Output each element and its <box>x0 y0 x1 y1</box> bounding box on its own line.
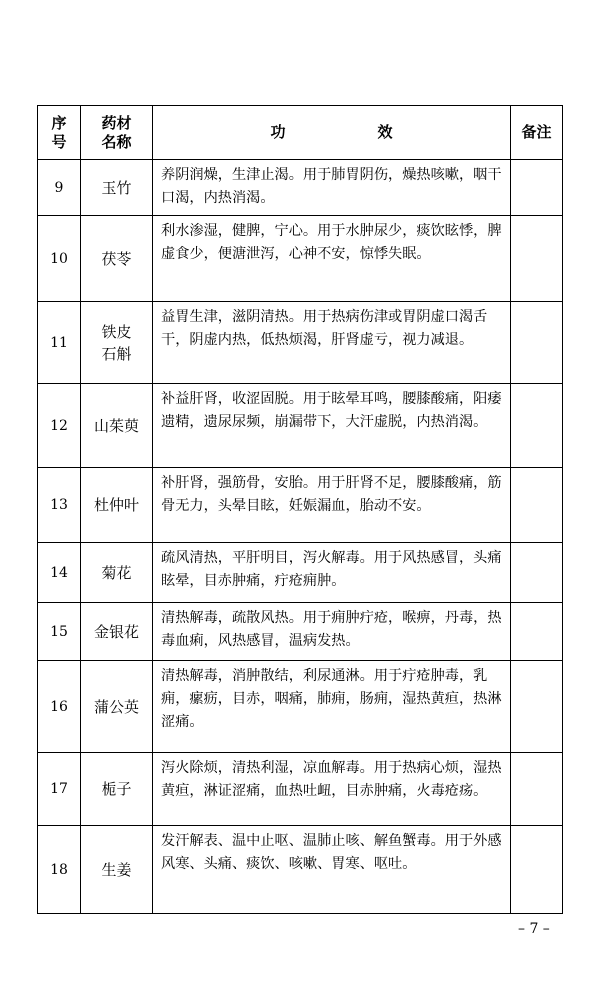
row-function: 利水渗湿，健脾，宁心。用于水肿尿少，痰饮眩悸，脾虚食少，便溏泄泻，心神不安，惊悸失眠。 <box>153 216 511 302</box>
row-note <box>511 468 563 543</box>
header-note: 备注 <box>511 106 563 160</box>
table-row <box>38 753 563 826</box>
row-note <box>511 661 563 753</box>
table-row <box>38 160 563 216</box>
row-function: 养阴润燥，生津止渴。用于肺胃阴伤，燥热咳嗽，咽干口渴，内热消渴。 <box>153 160 511 216</box>
row-herb-name: 生姜 <box>81 826 153 914</box>
row-note <box>511 302 563 384</box>
row-herb-name: 铁皮石斛 <box>81 302 153 384</box>
header-number <box>38 106 81 160</box>
row-function: 补肝肾，强筋骨，安胎。用于肝肾不足，腰膝酸痛，筋骨无力，头晕目眩，妊娠漏血，胎动不安。 <box>153 468 511 543</box>
row-number: 14 <box>38 543 81 603</box>
row-function: 清热解毒，疏散风热。用于痈肿疔疮，喉痹，丹毒，热毒血痢，风热感冒，温病发热。 <box>153 603 511 661</box>
table-row <box>38 543 563 603</box>
row-herb-name: 金银花 <box>81 603 153 661</box>
row-number: 12 <box>38 384 81 468</box>
header-name-line-1: 药材 <box>101 113 132 132</box>
row-herb-name: 玉竹 <box>81 160 153 216</box>
row-herb-name: 杜仲叶 <box>81 468 153 543</box>
table-row <box>38 468 563 543</box>
row-note <box>511 384 563 468</box>
table-header-row <box>38 106 563 160</box>
table-row <box>38 603 563 661</box>
row-function: 泻火除烦，清热利湿，凉血解毒。用于热病心烦，湿热黄疸，淋证涩痛，血热吐衄，目赤肿痛，火毒疮疡。 <box>153 753 511 826</box>
row-note <box>511 603 563 661</box>
row-number: 17 <box>38 753 81 826</box>
row-herb-name: 菊花 <box>81 543 153 603</box>
row-number: 10 <box>38 216 81 302</box>
row-note <box>511 826 563 914</box>
header-name-line-2: 名称 <box>101 132 132 151</box>
row-herb-name: 茯苓 <box>81 216 153 302</box>
row-function: 疏风清热，平肝明目，泻火解毒。用于风热感冒，头痛眩晕，目赤肿痛，疔疮痈肿。 <box>153 543 511 603</box>
header-function-char-2: 效 <box>377 123 393 141</box>
row-function: 补益肝肾，收涩固脱。用于眩晕耳鸣，腰膝酸痛，阳痿遗精，遗尿尿频，崩漏带下，大汗虚脱，内热消渴。 <box>153 384 511 468</box>
row-note <box>511 753 563 826</box>
row-function: 益胃生津，滋阴清热。用于热病伤津或胃阴虚口渴舌干，阴虚内热，低热烦渴，肝肾虚亏，视力减退。 <box>153 302 511 384</box>
table-row <box>38 384 563 468</box>
row-number: 18 <box>38 826 81 914</box>
row-number: 9 <box>38 160 81 216</box>
table-row <box>38 661 563 753</box>
herb-function-table <box>37 105 563 914</box>
header-number-line-2: 号 <box>51 132 67 151</box>
row-function: 发汗解表、温中止呕、温肺止咳、解鱼蟹毒。用于外感风寒、头痛、痰饮、咳嗽、胃寒、呕吐。 <box>153 826 511 914</box>
row-note <box>511 160 563 216</box>
row-function: 清热解毒，消肿散结，利尿通淋。用于疔疮肿毒，乳痈，瘰疬，目赤，咽痛，肺痈，肠痈，湿热黄疸，热淋涩痛。 <box>153 661 511 753</box>
row-herb-name: 山茱萸 <box>81 384 153 468</box>
header-function <box>153 106 511 160</box>
row-note <box>511 543 563 603</box>
table-row <box>38 216 563 302</box>
row-herb-name: 蒲公英 <box>81 661 153 753</box>
table-row <box>38 302 563 384</box>
row-note <box>511 216 563 302</box>
header-function-char-1: 功 <box>270 123 286 141</box>
page-number: – 7 – <box>518 921 550 937</box>
header-number-line-1: 序 <box>51 113 67 132</box>
header-name <box>81 106 153 160</box>
row-number: 16 <box>38 661 81 753</box>
row-number: 13 <box>38 468 81 543</box>
row-herb-name: 栀子 <box>81 753 153 826</box>
row-number: 11 <box>38 302 81 384</box>
table-row <box>38 826 563 914</box>
row-number: 15 <box>38 603 81 661</box>
